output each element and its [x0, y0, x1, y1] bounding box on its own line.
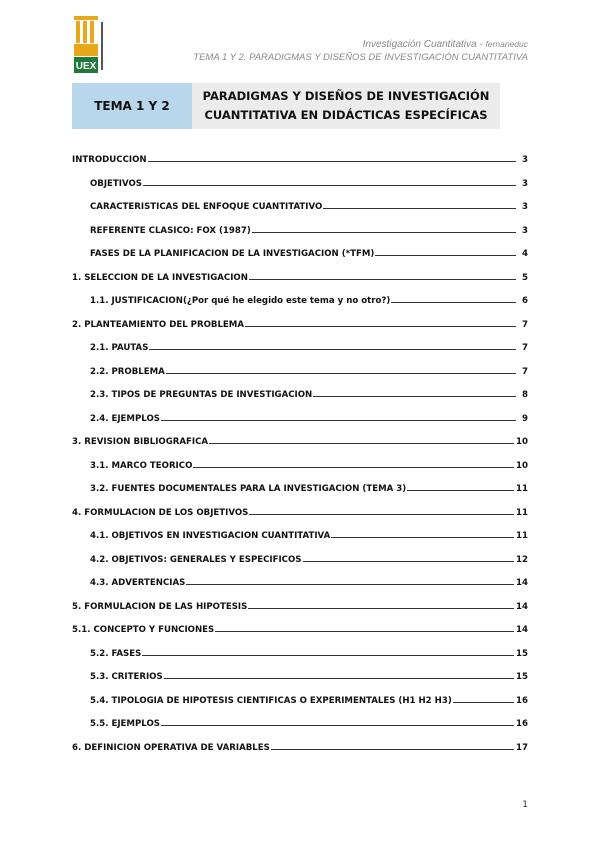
- toc-leader-line: [252, 232, 516, 233]
- toc-leader-line: [215, 631, 514, 632]
- toc-entry[interactable]: [90, 290, 528, 306]
- toc-leader-line: [148, 161, 516, 162]
- toc-leader-line: [245, 326, 516, 327]
- toc-entry-label: 2. PLANTEAMIENTO DEL PROBLEMA: [72, 319, 245, 330]
- toc-entry-label: FASES DE LA PLANIFICACIÓN DE LA INVESTIGACIÓN (*TFM): [90, 249, 375, 259]
- toc-entry-page: 14: [516, 601, 528, 612]
- toc-entry-page: 7: [522, 319, 528, 330]
- toc-entry-label: 5.2. FASES: [90, 648, 142, 659]
- toc-entry[interactable]: [90, 643, 528, 659]
- toc-entry-page: 6: [522, 296, 528, 306]
- toc-leader-line: [375, 255, 516, 256]
- toc-entry-label: 5.5. EJEMPLOS: [90, 719, 160, 729]
- toc-entry-label: REFERENTE CLÁSICO: FOX (1987): [90, 225, 251, 236]
- toc-entry-label: 5.1. CONCEPTO Y FUNCIONES: [72, 625, 215, 635]
- toc-entry-page: 11: [516, 507, 528, 518]
- toc-leader-line: [391, 302, 516, 303]
- toc-entry-page: 16: [516, 719, 528, 729]
- toc-entry[interactable]: [90, 173, 528, 189]
- toc-entry-page: 10: [516, 437, 528, 447]
- toc-leader-line: [313, 396, 516, 397]
- toc-entry-label: 1. SELECCIÓN DE LA INVESTIGACIÓN: [72, 272, 248, 283]
- toc-entry[interactable]: [90, 455, 528, 471]
- toc-entry-label: 4.3. ADVERTENCIAS: [90, 578, 186, 588]
- toc-entry-page: 14: [516, 625, 528, 635]
- toc-entry-label: 3.1. MARCO TEÓRICO: [90, 460, 193, 471]
- toc-leader-line: [248, 608, 514, 609]
- toc-entry[interactable]: [90, 196, 528, 212]
- toc-leader-line: [186, 584, 514, 585]
- toc-entry-page: 10: [516, 460, 528, 471]
- title-paradigmas: [192, 83, 500, 129]
- toc-entry-page: 12: [516, 554, 528, 565]
- toc-entry-label: 5. FORMULACIÓN DE LAS HIPÓTESIS: [72, 601, 248, 612]
- toc-leader-line: [249, 514, 514, 515]
- toc-entry-label: CARACTERÍSTICAS DEL ENFOQUE CUANTITATIVO: [90, 202, 323, 212]
- toc-leader-line: [149, 349, 516, 350]
- toc-entry[interactable]: [90, 525, 528, 541]
- toc-entry-label: INTRODUCCIÓN: [72, 155, 147, 165]
- toc-entry[interactable]: [72, 149, 528, 165]
- toc-entry[interactable]: [90, 220, 528, 236]
- toc-leader-line: [142, 655, 514, 656]
- toc-entry-page: 7: [522, 343, 528, 353]
- toc-leader-line: [161, 725, 514, 726]
- page-header: [193, 38, 528, 64]
- toc-leader-line: [249, 279, 516, 280]
- toc-entry[interactable]: [72, 431, 528, 447]
- toc-leader-line: [303, 561, 515, 562]
- header-subject: Investigación Cuantitativa -: [362, 39, 486, 50]
- toc-entry[interactable]: [72, 737, 528, 753]
- uex-logo: [72, 16, 110, 74]
- toc-leader-line: [166, 373, 516, 374]
- toc-entry-page: 17: [516, 742, 528, 753]
- toc-leader-line: [453, 702, 514, 703]
- title-line-2: CUANTITATIVA EN DIDÁCTICAS ESPECÍFICAS: [204, 108, 488, 122]
- toc-leader-line: [209, 443, 514, 444]
- page-number: 1: [522, 800, 528, 810]
- toc-entry-label: 4. FORMULACIÓN DE LOS OBJETIVOS: [72, 507, 249, 518]
- toc-entry-label: 1.1. JUSTIFICACIÓN: [90, 296, 183, 306]
- toc-entry-page: 15: [516, 648, 528, 659]
- toc-entry-label: 2.2. PROBLEMA: [90, 366, 165, 377]
- toc-entry-label: 5.4. TIPOLOGÍA DE HIPÓTESIS CIENTÍFICAS O EXPERIMENTALES (H1 H2 H3): [90, 695, 452, 706]
- toc-entry-page: 5: [522, 272, 528, 283]
- title-tema: TEMA 1 Y 2: [72, 83, 192, 129]
- toc-entry-page: 15: [516, 672, 528, 682]
- title-box: [72, 83, 500, 129]
- toc-entry[interactable]: [90, 384, 528, 400]
- toc-entry-page: 11: [516, 531, 528, 541]
- toc-leader-line: [161, 420, 516, 421]
- toc-entry[interactable]: [90, 478, 528, 494]
- toc-entry-page: 11: [516, 484, 528, 494]
- toc-leader-line: [331, 537, 514, 538]
- header-author: fernaneduc: [485, 39, 528, 49]
- toc-entry[interactable]: [90, 690, 528, 706]
- toc-leader-line: [164, 678, 514, 679]
- toc-entry-label: 2.1. PAUTAS: [90, 343, 149, 353]
- toc-entry[interactable]: [72, 619, 528, 635]
- toc-entry-page: 4: [522, 249, 528, 259]
- toc-entry-label: 3. REVISIÓN BIBLIOGRÁFICA: [72, 437, 209, 447]
- toc-leader-line: [323, 208, 516, 209]
- toc-entry[interactable]: [72, 502, 528, 518]
- toc-entry-page: 14: [516, 578, 528, 588]
- toc-entry-label: 4.2. OBJETIVOS: GENERALES Y ESPECÍFICOS: [90, 554, 302, 565]
- toc-entry-page: 9: [522, 413, 528, 424]
- logo-text: UEX: [75, 61, 97, 72]
- toc-entry-label: 5.3. CRITERIOS: [90, 672, 163, 682]
- toc-entry-page: 3: [522, 202, 528, 212]
- toc-entry-label-extra: (¿Por qué he elegido este tema y no otro?): [182, 296, 391, 306]
- toc-leader-line: [271, 749, 514, 750]
- toc-leader-line: [193, 467, 514, 468]
- toc-entry-label: OBJETIVOS: [90, 178, 142, 189]
- toc-leader-line: [407, 490, 514, 491]
- toc-entry[interactable]: [72, 314, 528, 330]
- toc-leader-line: [143, 185, 516, 186]
- toc-entry[interactable]: [90, 549, 528, 565]
- toc-entry[interactable]: [90, 243, 528, 259]
- toc-entry-label: 2.3. TIPOS DE PREGUNTAS DE INVESTIGACIÓN: [90, 390, 313, 400]
- toc-entry-page: 8: [522, 390, 528, 400]
- toc-entry[interactable]: [90, 666, 528, 682]
- toc-entry[interactable]: [72, 267, 528, 283]
- toc-entry[interactable]: [90, 361, 528, 377]
- toc-entry[interactable]: [90, 713, 528, 729]
- toc-entry-label: 3.2. FUENTES DOCUMENTALES PARA LA INVESTIGACIÓN (TEMA 3): [90, 484, 407, 494]
- toc-entry-page: 3: [522, 155, 528, 165]
- toc-entry-label: 4.1. OBJETIVOS EN INVESTIGACIÓN CUANTITATIVA: [90, 531, 331, 541]
- toc-entry[interactable]: [72, 596, 528, 612]
- toc-entry-label: 6. DEFINICIÓN OPERATIVA DE VARIABLES: [72, 742, 270, 753]
- toc-entry-page: 3: [522, 225, 528, 236]
- toc-entry[interactable]: [90, 408, 528, 424]
- toc-entry-page: 16: [516, 695, 528, 706]
- title-line-1: PARADIGMAS Y DISEÑOS DE INVESTIGACIÓN: [202, 89, 490, 103]
- toc-entry[interactable]: [90, 337, 528, 353]
- toc-entry-page: 3: [522, 178, 528, 189]
- header-topic: TEMA 1 Y 2. PARADIGMAS Y DISEÑOS DE INVESTIGACIÓN CUANTITATIVA: [193, 52, 528, 63]
- toc-entry-label: 2.4. EJEMPLOS: [90, 413, 160, 424]
- toc-entry-page: 7: [522, 366, 528, 377]
- toc-entry[interactable]: [90, 572, 528, 588]
